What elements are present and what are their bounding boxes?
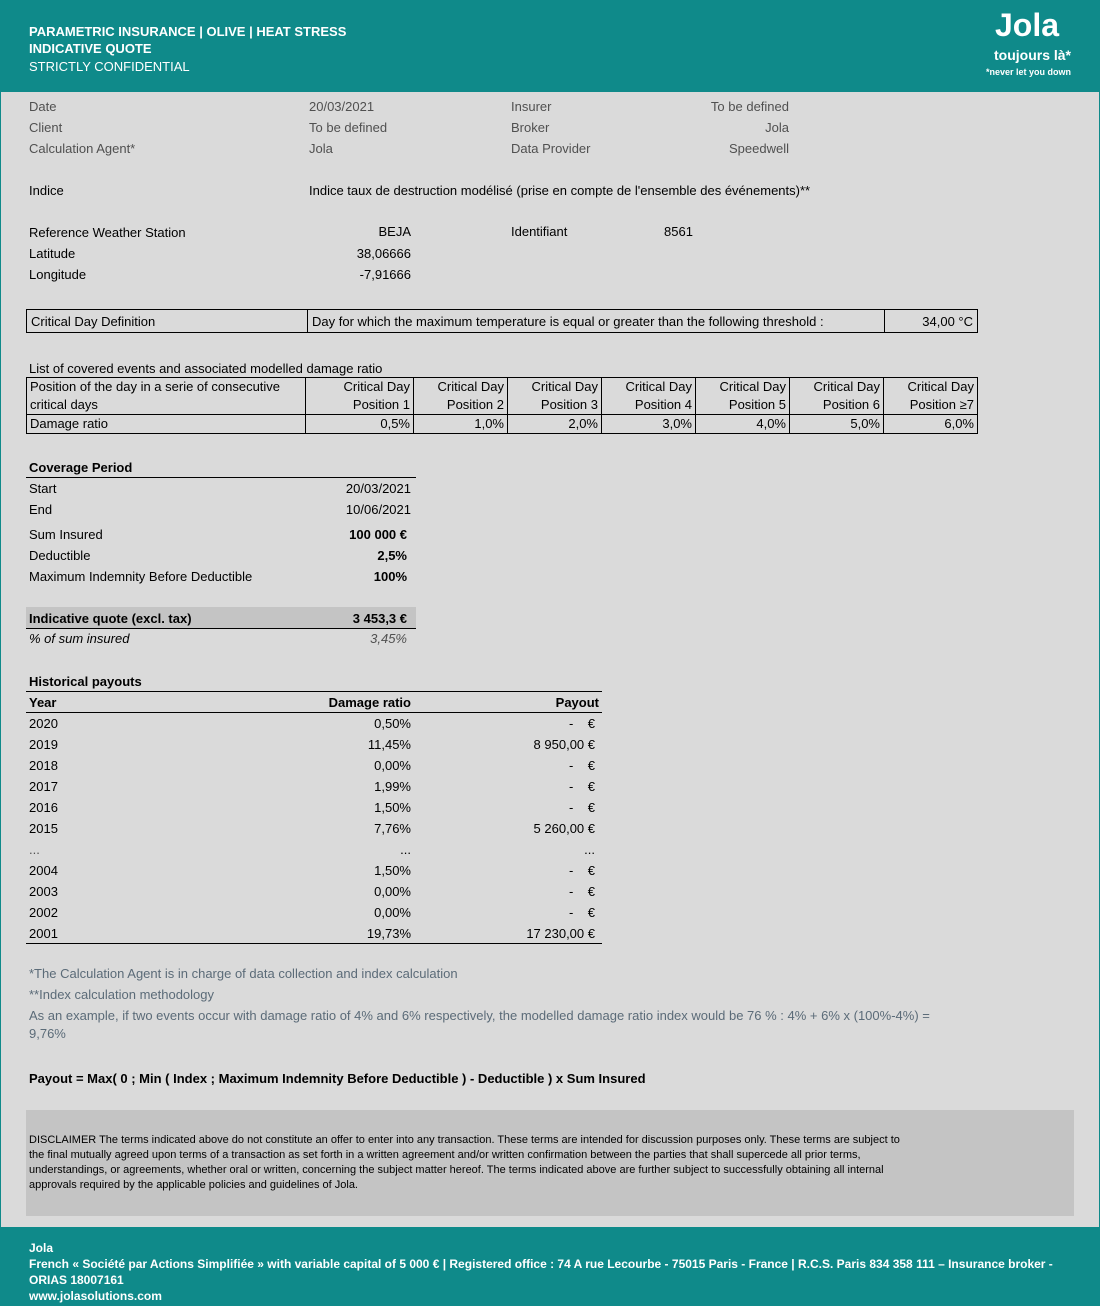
row-damage-ratio: 0,00% [374, 905, 411, 920]
footer [1, 1227, 1099, 1305]
critical-day-threshold: 34,00 °C [885, 310, 978, 333]
indice-value: Indice taux de destruction modélisé (prise en compte de l'ensemble des événements)** [309, 183, 811, 198]
events-table [26, 377, 978, 434]
identifiant-label: Identifiant [511, 224, 568, 239]
logo-tagline-sub: *never let you down [985, 67, 1071, 77]
critical-day-definition: Day for which the maximum temperature is equal or greater than the following threshold : [308, 310, 885, 333]
row-year: 2020 [29, 716, 58, 731]
logo-tagline: toujours là* [993, 47, 1071, 63]
max-indemnity-value: 100% [373, 569, 407, 584]
quote-divider [26, 628, 416, 629]
row-payout: - € [568, 779, 595, 794]
event-header: Critical Day Position 3 [508, 378, 602, 415]
row-payout: - € [568, 884, 595, 899]
critical-day-label: Critical Day Definition [27, 310, 308, 333]
damage-ratio-cell: 5,0% [790, 415, 884, 434]
provider-label: Data Provider [511, 141, 591, 156]
damage-ratio-cell: 4,0% [696, 415, 790, 434]
col-year: Year [29, 695, 57, 710]
provider-value: Speedwell [729, 141, 789, 156]
max-indemnity-label: Maximum Indemnity Before Deductible [29, 569, 253, 584]
note-calculation-agent: *The Calculation Agent is in charge of data collection and index calculation [29, 966, 458, 981]
sum-insured-value: 100 000 € [349, 527, 407, 542]
row-damage-ratio: 1,50% [374, 863, 411, 878]
row-payout: - € [568, 800, 595, 815]
historical-divider-header [26, 712, 602, 713]
event-header: Critical Day Position 2 [414, 378, 508, 415]
row-year: 2016 [29, 800, 58, 815]
agent-value: Jola [309, 141, 333, 156]
events-title: List of covered events and associated modelled damage ratio [29, 361, 383, 376]
disclaimer-line: approvals required by the applicable policies and guidelines of Jola. [29, 1179, 358, 1191]
historical-title: Historical payouts [29, 674, 142, 689]
row-payout: - € [568, 758, 595, 773]
jola-logo: Jola [994, 7, 1059, 43]
station-label: Reference Weather Station [29, 225, 186, 240]
row-year: 2018 [29, 758, 58, 773]
col-damage-ratio: Damage ratio [328, 695, 411, 710]
disclaimer-box [26, 1110, 1074, 1216]
row-year: 2019 [29, 737, 58, 752]
row-payout: ... [584, 842, 595, 857]
row-year: 2003 [29, 884, 58, 899]
event-header: Critical Day Position 5 [696, 378, 790, 415]
insurer-label: Insurer [511, 99, 552, 114]
indice-label: Indice [29, 183, 64, 198]
row-year: 2015 [29, 821, 58, 836]
coverage-title: Coverage Period [29, 460, 133, 475]
note-example-result: 9,76% [29, 1026, 66, 1041]
client-label: Client [29, 120, 63, 135]
disclaimer-line: the final mutually agreed upon terms of a transaction as set forth in a written agreement and/or written confirmation between the parties that shall supercede all prior terms, [29, 1149, 861, 1161]
row-damage-ratio: ... [400, 842, 411, 857]
row-payout: 5 260,00 € [533, 821, 595, 836]
row-year: 2004 [29, 863, 58, 878]
row-payout: - € [568, 863, 595, 878]
row-year: 2002 [29, 905, 58, 920]
damage-ratio-cell: 2,0% [508, 415, 602, 434]
row-damage-ratio: 7,76% [374, 821, 411, 836]
damage-ratio-cell: 1,0% [414, 415, 508, 434]
disclaimer-line: DISCLAIMER The terms indicated above do not constitute an offer to enter into any transaction. These terms are intended for discussion purposes only. These terms are subject to [29, 1134, 900, 1146]
quote-value: 3 453,3 € [352, 611, 407, 626]
pct-value: 3,45% [370, 631, 407, 646]
position-label: Position of the day in a serie of consecutive critical days [27, 378, 306, 415]
note-methodology: **Index calculation methodology [29, 987, 215, 1002]
quote-label: Indicative quote (excl. tax) [29, 611, 192, 626]
deductible-label: Deductible [29, 548, 91, 563]
payout-formula: Payout = Max( 0 ; Min ( Index ; Maximum Indemnity Before Deductible ) - Deductible ) x Sum Insured [29, 1071, 646, 1086]
agent-label: Calculation Agent* [29, 141, 136, 156]
row-year: ... [29, 842, 40, 857]
event-header: Critical Day Position 6 [790, 378, 884, 415]
col-payout: Payout [555, 695, 599, 710]
identifiant-value: 8561 [664, 224, 693, 239]
footer-website[interactable]: www.jolasolutions.com [29, 1289, 162, 1303]
disclaimer-line: understandings, or agreements, whether oral or written, concerning the subject matter hereof. The terms indicated above are further subject to successfully obtaining all internal [29, 1164, 884, 1176]
broker-value: Jola [765, 120, 789, 135]
end-label: End [29, 502, 53, 517]
critical-day-table [26, 309, 978, 333]
deductible-value: 2,5% [377, 548, 407, 563]
coverage-divider [26, 477, 416, 478]
row-payout: - € [568, 716, 595, 731]
broker-label: Broker [511, 120, 550, 135]
event-header: Critical Day Position 1 [306, 378, 414, 415]
event-header: Critical Day Position 4 [602, 378, 696, 415]
date-label: Date [29, 99, 57, 114]
end-value: 10/06/2021 [345, 502, 411, 517]
row-payout: 17 230,00 € [526, 926, 595, 941]
start-value: 20/03/2021 [345, 481, 411, 496]
confidentiality-label: STRICTLY CONFIDENTIAL [29, 59, 190, 74]
row-damage-ratio: 19,73% [366, 926, 411, 941]
client-value: To be defined [309, 120, 388, 135]
row-year: 2001 [29, 926, 58, 941]
footer-company: Jola [29, 1241, 54, 1255]
footer-legal: French « Société par Actions Simplifiée » with variable capital of 5 000 € | Registered office : 74 A rue Lecourbe - 75015 Paris - France | R.C.S. Paris 834 358 111 – Insurance broker - [29, 1257, 1053, 1271]
row-damage-ratio: 1,99% [374, 779, 411, 794]
row-damage-ratio: 0,00% [374, 884, 411, 899]
row-damage-ratio: 1,50% [374, 800, 411, 815]
station-value: BEJA [378, 224, 411, 239]
historical-divider-bottom [26, 943, 602, 944]
start-label: Start [29, 481, 57, 496]
pct-label: % of sum insured [29, 631, 130, 646]
row-damage-ratio: 11,45% [367, 737, 411, 752]
sum-insured-label: Sum Insured [29, 527, 103, 542]
latitude-value: 38,06666 [356, 246, 411, 261]
row-payout: 8 950,00 € [533, 737, 595, 752]
damage-ratio-cell: 0,5% [306, 415, 414, 434]
header-banner [1, 1, 1099, 92]
note-example: As an example, if two events occur with damage ratio of 4% and 6% respectively, the modelled damage ratio index would be 76 % : 4% + 6% x (100%-4%) = [29, 1008, 930, 1023]
longitude-label: Longitude [29, 267, 87, 282]
damage-ratio-cell: 6,0% [884, 415, 978, 434]
damage-ratio-label: Damage ratio [27, 415, 306, 434]
row-damage-ratio: 0,00% [374, 758, 411, 773]
row-damage-ratio: 0,50% [374, 716, 411, 731]
doc-title: PARAMETRIC INSURANCE | OLIVE | HEAT STRESS [29, 24, 347, 39]
event-header: Critical Day Position ≥7 [884, 378, 978, 415]
row-payout: - € [568, 905, 595, 920]
longitude-value: -7,91666 [359, 267, 411, 282]
date-value: 20/03/2021 [309, 99, 375, 114]
latitude-label: Latitude [29, 246, 76, 261]
damage-ratio-cell: 3,0% [602, 415, 696, 434]
doc-subtitle: INDICATIVE QUOTE [29, 41, 152, 56]
footer-orias: ORIAS 18007161 [29, 1273, 124, 1287]
insurer-value: To be defined [710, 99, 789, 114]
historical-divider-top [26, 691, 602, 692]
row-year: 2017 [29, 779, 58, 794]
